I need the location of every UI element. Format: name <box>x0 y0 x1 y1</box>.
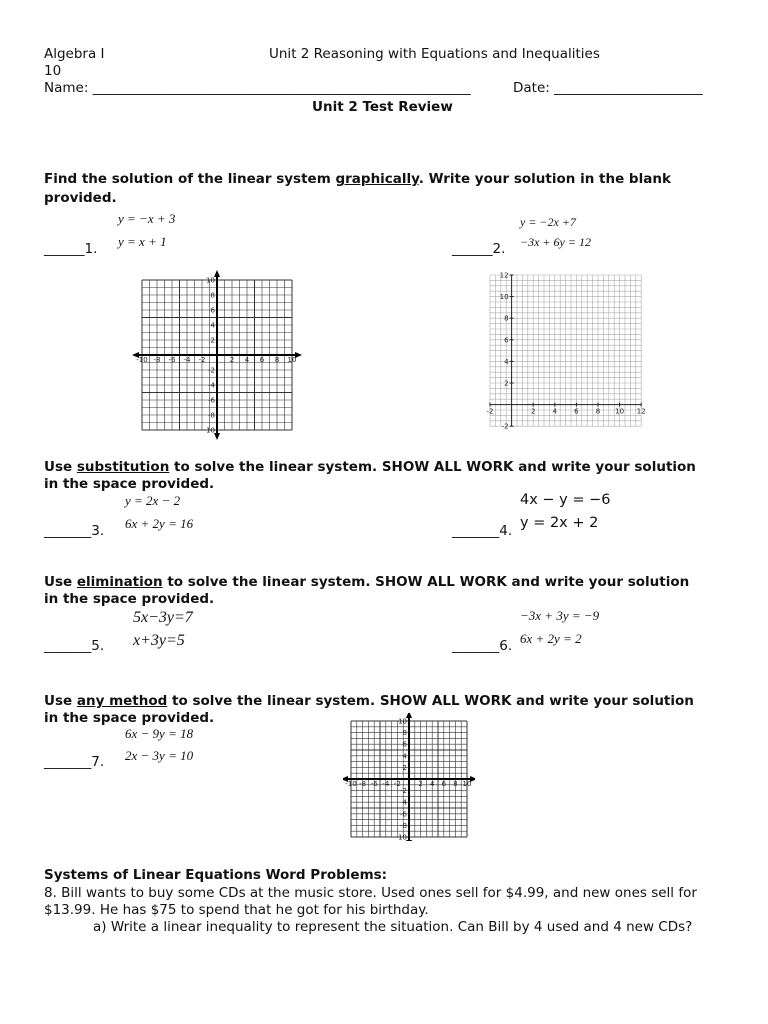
y-tick-label: 6 <box>402 740 407 749</box>
problem2-eq1: y = −2x +7 <box>520 215 576 229</box>
y-tick-label: -10 <box>395 833 407 841</box>
y-tick-label: -8 <box>208 411 215 420</box>
page-title: Unit 2 Test Review <box>312 99 453 115</box>
y-tick-label: 8 <box>210 291 215 300</box>
x-tick-label: 8 <box>595 407 601 416</box>
problem1-eq2: y = x + 1 <box>118 234 167 249</box>
section1-instructions-line2: provided. <box>44 190 117 206</box>
section1-post: . Write your solution in the blank <box>418 171 671 187</box>
problem4-eq1: 4x − y = −6 <box>520 492 611 508</box>
word-problems-heading: Systems of Linear Equations Word Problems: <box>44 867 388 883</box>
x-tick-label: -2 <box>486 407 494 416</box>
y-tick-label: 8 <box>402 729 407 738</box>
x-tick-label: -6 <box>168 356 176 364</box>
problem2-answer-blank[interactable]: ______2. <box>452 241 506 257</box>
section3-instructions-line2: in the space provided. <box>44 591 215 607</box>
x-tick-label: 2 <box>229 356 235 364</box>
problem4-eq2: y = 2x + 2 <box>520 515 599 531</box>
y-tick-label: 12 <box>499 271 509 280</box>
x-tick-label: -4 <box>183 356 191 364</box>
problem3-eq2: 6x + 2y = 16 <box>125 516 194 531</box>
problem3-answer-blank[interactable]: _______3. <box>44 523 105 539</box>
section1-instructions <box>44 171 671 188</box>
y-tick-label: -6 <box>400 810 407 819</box>
name-field[interactable]: Name: ________________________________________________________ <box>44 80 471 96</box>
x-tick-label: 4 <box>552 407 558 416</box>
problem8-text-line2: $13.99. He has $75 to spend that he got for his birthday. <box>44 902 429 918</box>
y-tick-label: -2 <box>208 366 215 375</box>
y-tick-label: -2 <box>501 422 509 431</box>
x-tick-label: 8 <box>453 780 458 788</box>
problem1-eq1: y = −x + 3 <box>118 211 176 226</box>
y-tick-label: 10 <box>499 293 509 302</box>
grade-label: 10 <box>44 63 62 79</box>
x-tick-label: 8 <box>274 356 280 364</box>
problem7-eq1: 6x − 9y = 18 <box>125 726 194 741</box>
x-tick-label: -6 <box>370 780 378 788</box>
problem8-part-a: a) Write a linear inequality to represent the situation. Can Bill by 4 used and 4 new CDs? <box>93 919 693 935</box>
problem8-text-line1: 8. Bill wants to buy some CDs at the music store. Used ones sell for $4.99, and new ones sell for <box>44 885 697 901</box>
section3-method: elimination <box>76 574 163 590</box>
problem1-answer-blank[interactable]: ______1. <box>44 241 98 257</box>
section1-method: graphically <box>335 171 419 187</box>
x-tick-label: 12 <box>636 407 646 416</box>
problem6-eq1: −3x + 3y = −9 <box>520 608 600 623</box>
section4-post: to solve the linear system. SHOW ALL WORK and write your solution <box>167 693 694 709</box>
x-tick-label: 6 <box>441 780 447 788</box>
section1-pre: Find the solution of the linear system <box>44 171 336 187</box>
section2-instructions <box>44 459 696 476</box>
y-tick-label: 2 <box>210 336 215 345</box>
section4-instructions-line2: in the space provided. <box>44 710 215 726</box>
x-tick-label: -10 <box>136 356 148 364</box>
problem6-answer-blank[interactable]: _______6. <box>452 638 513 654</box>
x-tick-label: 6 <box>574 407 579 416</box>
section4-instructions <box>44 693 694 710</box>
y-tick-label: 8 <box>504 314 509 323</box>
x-tick-label: 10 <box>615 407 625 416</box>
y-tick-label: 10 <box>206 276 215 285</box>
y-tick-label: -4 <box>400 798 407 807</box>
section3-pre: Use <box>44 574 77 590</box>
unit-title: Unit 2 Reasoning with Equations and Inequalities <box>269 46 600 62</box>
section3-post: to solve the linear system. SHOW ALL WORK and write your solution <box>162 574 690 590</box>
problem6-eq2: 6x + 2y = 2 <box>520 631 582 646</box>
x-tick-label: 2 <box>418 780 423 788</box>
x-tick-label: -8 <box>153 356 161 364</box>
y-tick-label: 4 <box>504 357 509 366</box>
y-tick-label: -2 <box>400 787 407 796</box>
y-tick-label: 4 <box>402 752 407 761</box>
x-tick-label: 4 <box>244 356 250 364</box>
problem7-answer-blank[interactable]: _______7. <box>44 754 105 770</box>
section2-instructions-line2: in the space provided. <box>44 476 215 492</box>
problem2-eq2: −3x + 6y = 12 <box>520 235 591 249</box>
section2-pre: Use <box>44 459 77 475</box>
x-tick-label: -8 <box>359 780 367 788</box>
section4-method: any method <box>76 693 168 709</box>
course-name: Algebra I <box>44 46 105 62</box>
problem5-answer-blank[interactable]: _______5. <box>44 638 105 654</box>
y-tick-label: 6 <box>504 336 509 345</box>
y-tick-label: 10 <box>398 717 407 726</box>
problem3-eq1: y = 2x − 2 <box>125 493 181 508</box>
y-tick-label: 2 <box>504 379 509 388</box>
y-tick-label: -4 <box>208 381 215 390</box>
coordinate-grid-2 <box>482 270 647 440</box>
y-tick-label: -10 <box>203 426 215 435</box>
y-tick-label: 6 <box>210 306 215 315</box>
y-tick-label: -8 <box>400 821 407 830</box>
section4-pre: Use <box>44 693 77 709</box>
x-tick-label: -2 <box>393 780 401 788</box>
y-tick-label: 2 <box>402 763 407 772</box>
problem7-eq2: 2x − 3y = 10 <box>125 748 194 763</box>
coordinate-grid-3 <box>343 713 475 841</box>
x-tick-label: -10 <box>345 780 357 788</box>
x-tick-label: 6 <box>259 356 265 364</box>
problem5-eq1: 5x−3y=7 <box>133 609 193 626</box>
coordinate-grid-1 <box>130 268 302 446</box>
section2-method: substitution <box>76 459 170 475</box>
x-tick-label: 10 <box>462 780 472 788</box>
x-tick-label: 2 <box>530 407 536 416</box>
y-tick-label: 4 <box>210 321 215 330</box>
x-tick-label: 4 <box>429 780 435 788</box>
date-field[interactable]: Date: ______________________ <box>513 80 703 96</box>
section2-post: to solve the linear system. SHOW ALL WORK and write your solution <box>169 459 696 475</box>
y-tick-label: -6 <box>208 396 215 405</box>
problem5-eq2: x+3y=5 <box>133 632 185 649</box>
x-tick-label: 10 <box>287 356 297 364</box>
problem4-answer-blank[interactable]: _______4. <box>452 523 513 539</box>
x-tick-label: -2 <box>198 356 206 364</box>
x-tick-label: -4 <box>382 780 390 788</box>
section3-instructions <box>44 574 689 591</box>
